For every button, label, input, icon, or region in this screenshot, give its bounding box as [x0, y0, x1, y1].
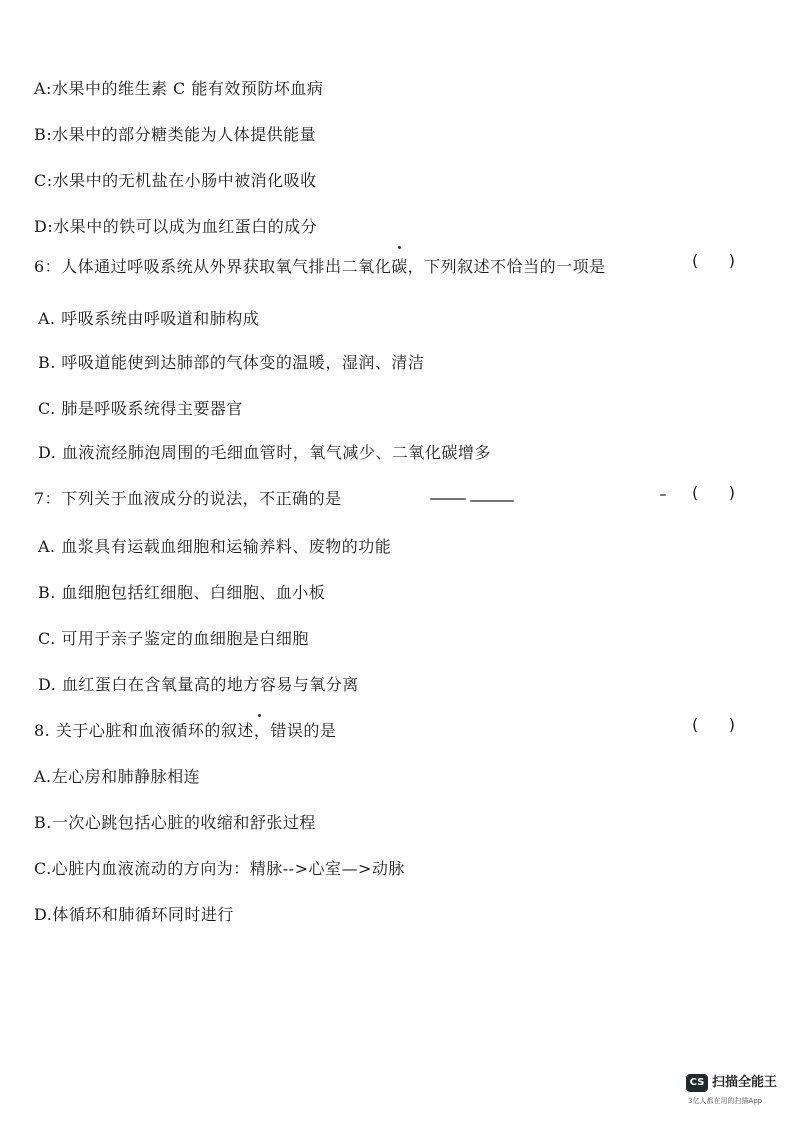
q7-option-b: B. 血细胞包括红细胞、白细胞、血小板	[38, 583, 326, 602]
q7-option-d: D. 血红蛋白在含氧量高的地方容易与氧分离	[38, 675, 359, 694]
scanner-app-name: 扫描全能王	[712, 1075, 778, 1090]
q6-stem: 6：人体通过呼吸系统从外界获取氧气排出二氧化碳，下列叙述不恰当的一项是	[34, 257, 606, 276]
scanner-app-tagline: 3亿人都在用的扫描App	[688, 1097, 763, 1105]
q6-option-a: A. 呼吸系统由呼吸道和肺构成	[38, 309, 260, 328]
q8-stem: 8. 关于心脏和血液循环的叙述，错误的是	[34, 721, 337, 740]
q5-option-c: C:水果中的无机盐在小肠中被消化吸收	[34, 171, 317, 190]
scanner-app-watermark	[684, 1070, 784, 1112]
q7-option-c: C. 可用于亲子鉴定的血细胞是白细胞	[38, 629, 309, 648]
q8-option-a: A.左心房和肺静脉相连	[34, 767, 201, 786]
q8-option-b: B.一次心跳包括心脏的收缩和舒张过程	[34, 813, 316, 832]
q5-option-a: A:水果中的维生素 C 能有效预防坏血病	[34, 79, 324, 98]
q5-option-d: D:水果中的铁可以成为血红蛋白的成分	[34, 217, 318, 236]
q5-option-b: B:水果中的部分糖类能为人体提供能量	[34, 125, 317, 144]
q8-option-d: D.体循环和肺循环同时进行	[34, 905, 234, 924]
q6-option-c: C. 肺是呼吸系统得主要器官	[38, 399, 243, 418]
q8-answer-parentheses: ( )	[692, 715, 735, 734]
q6-option-d: D. 血液流经肺泡周围的毛细血管时，氧气减少、二氧化碳增多	[38, 443, 491, 462]
scanner-logo-icon: CS	[686, 1074, 708, 1092]
q8-option-c: C.心脏内血液流动的方向为：精脉-->心室—>动脉	[34, 859, 405, 878]
q6-answer-parentheses: ( )	[692, 251, 735, 270]
scan-smudge	[430, 498, 466, 500]
scan-smudge	[660, 494, 666, 496]
q7-answer-parentheses: ( )	[692, 483, 735, 502]
scan-speck	[398, 246, 401, 249]
scan-smudge	[470, 500, 514, 502]
q6-option-b: B. 呼吸道能使到达肺部的气体变的温暖，湿润、清洁	[38, 353, 425, 372]
q7-option-a: A. 血浆具有运载血细胞和运输养料、废物的功能	[38, 537, 392, 556]
q7-stem: 7：下列关于血液成分的说法，不正确的是	[34, 489, 342, 508]
scan-speck	[258, 714, 261, 717]
